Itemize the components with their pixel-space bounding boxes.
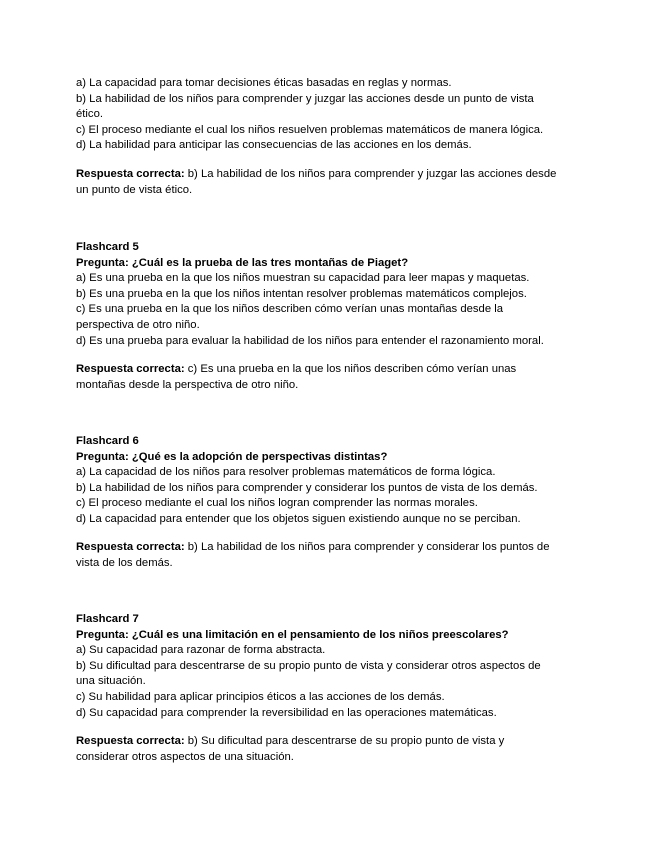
flashcard-7-answer <box>76 734 586 765</box>
flashcard-question: Pregunta: ¿Cuál es la prueba de las tres montañas de Piaget? <box>76 256 409 269</box>
answer-text-continued: considerar otros aspectos de una situación. <box>76 750 294 763</box>
option-b: b) La habilidad de los niños para comprender y juzgar las acciones desde un punto de vista <box>76 92 534 105</box>
option-c: c) El proceso mediante el cual los niños resuelven problemas matemáticos de manera lógica. <box>76 123 544 136</box>
answer-text-continued: montañas desde la perspectiva de otro niño. <box>76 378 299 391</box>
flashcard-title: Flashcard 5 <box>76 241 139 253</box>
option-a: a) La capacidad para tomar decisiones éticas basadas en reglas y normas. <box>76 77 452 89</box>
option-c: c) Es una prueba en la que los niños describen cómo verían unas montañas desde la <box>76 303 504 316</box>
answer-label: Respuesta correcta: <box>76 363 185 375</box>
flashcard-title: Flashcard 6 <box>76 435 139 447</box>
option-a: a) La capacidad de los niños para resolver problemas matemáticos de forma lógica. <box>76 466 496 479</box>
option-d: d) La capacidad para entender que los objetos siguen existiendo aunque no se perciban. <box>76 512 521 525</box>
flashcard-5 <box>76 240 586 349</box>
option-b-continued: una situación. <box>76 675 146 688</box>
option-d: d) La habilidad para anticipar las consecuencias de las acciones en los demás. <box>76 139 472 152</box>
answer-text: b) La habilidad de los niños para comprender y considerar los puntos de <box>184 541 550 553</box>
option-c: c) El proceso mediante el cual los niños logran comprender las normas morales. <box>76 497 478 510</box>
option-c: c) Su habilidad para aplicar principios éticos a las acciones de los demás. <box>76 690 445 703</box>
flashcard-4-answer <box>76 167 586 198</box>
option-b: b) Es una prueba en la que los niños intentan resolver problemas matemáticos complejos. <box>76 287 527 300</box>
option-c-continued: perspectiva de otro niño. <box>76 318 200 331</box>
answer-label: Respuesta correcta: <box>76 541 185 553</box>
option-b-continued: ético. <box>76 108 104 121</box>
answer-text-continued: un punto de vista ético. <box>76 183 193 196</box>
option-d: d) Su capacidad para comprender la reversibilidad en las operaciones matemáticas. <box>76 706 497 719</box>
flashcard-question: Pregunta: ¿Cuál es una limitación en el pensamiento de los niños preescolares? <box>76 628 509 641</box>
answer-label: Respuesta correcta: <box>76 735 185 747</box>
flashcard-question: Pregunta: ¿Qué es la adopción de perspectivas distintas? <box>76 450 388 463</box>
option-a: a) Su capacidad para razonar de forma abstracta. <box>76 644 326 657</box>
flashcard-5-answer <box>76 362 586 393</box>
flashcard-6 <box>76 434 586 528</box>
flashcard-6-answer <box>76 540 586 571</box>
answer-text: b) La habilidad de los niños para comprender y juzgar las acciones desde <box>184 168 557 180</box>
answer-text: b) Su dificultad para descentrarse de su propio punto de vista y <box>184 735 505 747</box>
option-b: b) Su dificultad para descentrarse de su propio punto de vista y considerar otros aspectos de <box>76 659 541 672</box>
answer-text: c) Es una prueba en la que los niños describen cómo verían unas <box>184 363 517 375</box>
flashcard-title: Flashcard 7 <box>76 613 139 625</box>
flashcard-7 <box>76 612 586 721</box>
option-a: a) Es una prueba en la que los niños muestran su capacidad para leer mapas y maquetas. <box>76 272 530 285</box>
answer-text-continued: vista de los demás. <box>76 556 173 569</box>
flashcard-4-continuation <box>76 76 586 154</box>
option-b: b) La habilidad de los niños para comprender y considerar los puntos de vista de los demás. <box>76 481 538 494</box>
option-d: d) Es una prueba para evaluar la habilidad de los niños para entender el razonamiento moral. <box>76 334 544 347</box>
answer-label: Respuesta correcta: <box>76 168 185 180</box>
